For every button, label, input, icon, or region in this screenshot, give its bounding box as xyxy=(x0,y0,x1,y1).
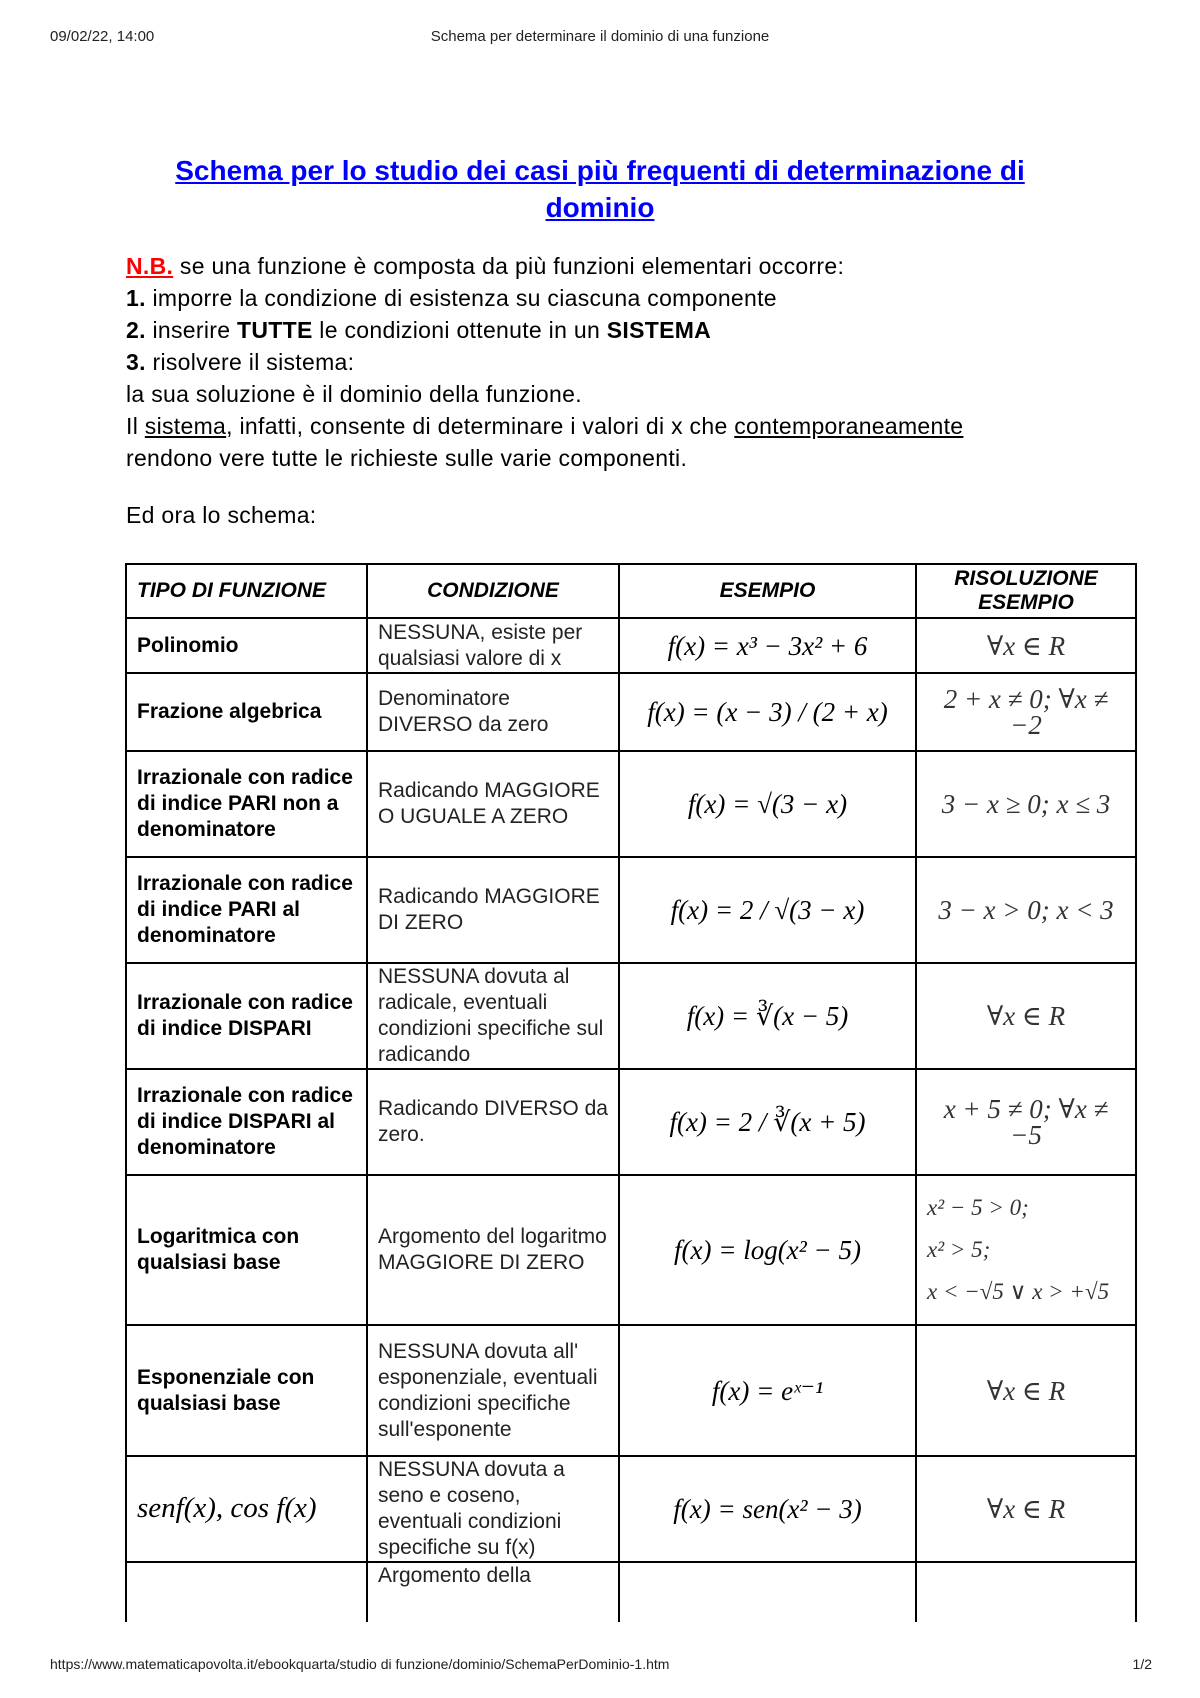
header-esempio: ESEMPIO xyxy=(619,564,916,618)
solution-line: la sua soluzione è il dominio della funzione. xyxy=(126,381,582,407)
header-tipo: TIPO DI FUNZIONE xyxy=(126,564,367,618)
step-3-number: 3. xyxy=(126,349,146,375)
step-1-number: 1. xyxy=(126,285,146,311)
table-row xyxy=(126,1175,1136,1325)
row-condizione: Argomento del logaritmo MAGGIORE DI ZERO xyxy=(367,1175,619,1325)
table-row xyxy=(126,618,1136,673)
row-risoluzione: x + 5 ≠ 0; ∀x ≠ −5 xyxy=(916,1069,1136,1175)
row-tipo: Esponenziale con qualsiasi base xyxy=(126,1325,367,1456)
step-2-tutte: TUTTE xyxy=(237,317,313,343)
risoluzione-line: x² − 5 > 0; xyxy=(927,1195,1029,1220)
header-risoluzione: RISOLUZIONE ESEMPIO xyxy=(916,564,1136,618)
step-2-pre: inserire xyxy=(145,317,237,343)
row-condizione: NESSUNA, esiste per qualsiasi valore di x xyxy=(367,618,619,673)
row-tipo: Polinomio xyxy=(126,618,367,673)
sistema-line-mid: , infatti, consente di determinare i valori di x che xyxy=(226,413,735,439)
row-risoluzione: 3 − x > 0; x < 3 xyxy=(916,857,1136,963)
row-risoluzione: ∀x ∈ R xyxy=(916,618,1136,673)
risoluzione-line: x < −√5 ∨ x > +√5 xyxy=(927,1279,1110,1304)
nb-text: se una funzione è composta da più funzioni elementari occorre: xyxy=(173,253,845,279)
step-2-number: 2. xyxy=(126,317,146,343)
step-2 xyxy=(126,314,1106,346)
footer-url[interactable]: https://www.matematicapovolta.it/ebookquarta/studio di funzione/dominio/SchemaPerDominio-1.htm xyxy=(50,1656,670,1672)
sistema-line-start: Il xyxy=(126,413,145,439)
step-2-sistema: SISTEMA xyxy=(606,317,712,343)
table-row xyxy=(126,1456,1136,1562)
row-risoluzione xyxy=(916,1562,1136,1622)
row-condizione: NESSUNA dovuta a seno e coseno, eventuali condizioni specifiche su f(x) xyxy=(367,1456,619,1562)
risoluzione-line: x² > 5; xyxy=(927,1237,991,1262)
intro-text xyxy=(126,250,1106,531)
row-condizione: NESSUNA dovuta all' esponenziale, eventuali condizioni specifiche sull'esponente xyxy=(367,1325,619,1456)
domain-table-wrapper xyxy=(125,563,1114,1593)
step-1 xyxy=(126,282,1106,314)
row-risoluzione xyxy=(916,1175,1136,1325)
row-esempio: f(x) = ∛(x − 5) xyxy=(619,963,916,1069)
table-row xyxy=(126,963,1136,1069)
nb-line xyxy=(126,250,1106,282)
header-datetime: 09/02/22, 14:00 xyxy=(50,28,155,45)
row-condizione: Radicando DIVERSO da zero. xyxy=(367,1069,619,1175)
row-esempio xyxy=(619,1562,916,1622)
row-esempio: f(x) = eˣ⁻¹ xyxy=(619,1325,916,1456)
row-condizione: Radicando MAGGIORE DI ZERO xyxy=(367,857,619,963)
header-condizione: CONDIZIONE xyxy=(367,564,619,618)
page-title[interactable]: Schema per lo studio dei casi più frequenti di determinazione di dominio xyxy=(175,155,1025,223)
step-3 xyxy=(126,346,1106,378)
row-risoluzione: 2 + x ≠ 0; ∀x ≠ −2 xyxy=(916,673,1136,751)
ed-ora-line: Ed ora lo schema: xyxy=(126,502,317,528)
row-esempio: f(x) = sen(x² − 3) xyxy=(619,1456,916,1562)
row-tipo xyxy=(126,1562,367,1622)
row-tipo: Irrazionale con radice di indice PARI non a denominatore xyxy=(126,751,367,857)
row-tipo-math: senf(x), cos f(x) xyxy=(137,1491,317,1524)
nb-label: N.B. xyxy=(126,253,174,279)
table-row xyxy=(126,751,1136,857)
row-risoluzione: ∀x ∈ R xyxy=(916,1456,1136,1562)
row-tipo: Irrazionale con radice di indice PARI al denominatore xyxy=(126,857,367,963)
table-row xyxy=(126,857,1136,963)
table-row xyxy=(126,673,1136,751)
step-2-mid: le condizioni ottenute in un xyxy=(312,317,607,343)
row-risoluzione: ∀x ∈ R xyxy=(916,1325,1136,1456)
row-esempio: f(x) = 2 / ∛(x + 5) xyxy=(619,1069,916,1175)
row-condizione: Argomento della xyxy=(367,1562,619,1622)
rendono-line: rendono vere tutte le richieste sulle varie componenti. xyxy=(126,445,688,471)
sistema-word: sistema xyxy=(144,413,227,439)
row-tipo: Logaritmica con qualsiasi base xyxy=(126,1175,367,1325)
row-tipo: Frazione algebrica xyxy=(126,673,367,751)
row-esempio: f(x) = √(3 − x) xyxy=(619,751,916,857)
row-esempio: f(x) = x³ − 3x² + 6 xyxy=(619,618,916,673)
row-esempio: f(x) = log(x² − 5) xyxy=(619,1175,916,1325)
step-1-text: imporre la condizione di esistenza su ciascuna componente xyxy=(145,285,777,311)
row-condizione: Radicando MAGGIORE O UGUALE A ZERO xyxy=(367,751,619,857)
sistema-line xyxy=(126,410,1106,442)
row-tipo xyxy=(126,1456,367,1562)
contemporaneamente-word: contemporaneamente xyxy=(734,413,964,439)
table-row xyxy=(126,1069,1136,1175)
row-tipo: Irrazionale con radice di indice DISPARI al denominatore xyxy=(126,1069,367,1175)
row-risoluzione: ∀x ∈ R xyxy=(916,963,1136,1069)
row-condizione: NESSUNA dovuta al radicale, eventuali condizioni specifiche sul radicando xyxy=(367,963,619,1069)
row-condizione: Denominatore DIVERSO da zero xyxy=(367,673,619,751)
row-tipo: Irrazionale con radice di indice DISPARI xyxy=(126,963,367,1069)
row-risoluzione: 3 − x ≥ 0; x ≤ 3 xyxy=(916,751,1136,857)
domain-table xyxy=(125,563,1137,1622)
table-row xyxy=(126,1325,1136,1456)
row-esempio: f(x) = (x − 3) / (2 + x) xyxy=(619,673,916,751)
step-3-text: risolvere il sistema: xyxy=(145,349,355,375)
table-row xyxy=(126,1562,1136,1622)
header-page-title: Schema per determinare il dominio di una funzione xyxy=(430,28,770,45)
footer-page-number: 1/2 xyxy=(1132,1656,1152,1672)
row-esempio: f(x) = 2 / √(3 − x) xyxy=(619,857,916,963)
table-header-row xyxy=(126,564,1136,618)
